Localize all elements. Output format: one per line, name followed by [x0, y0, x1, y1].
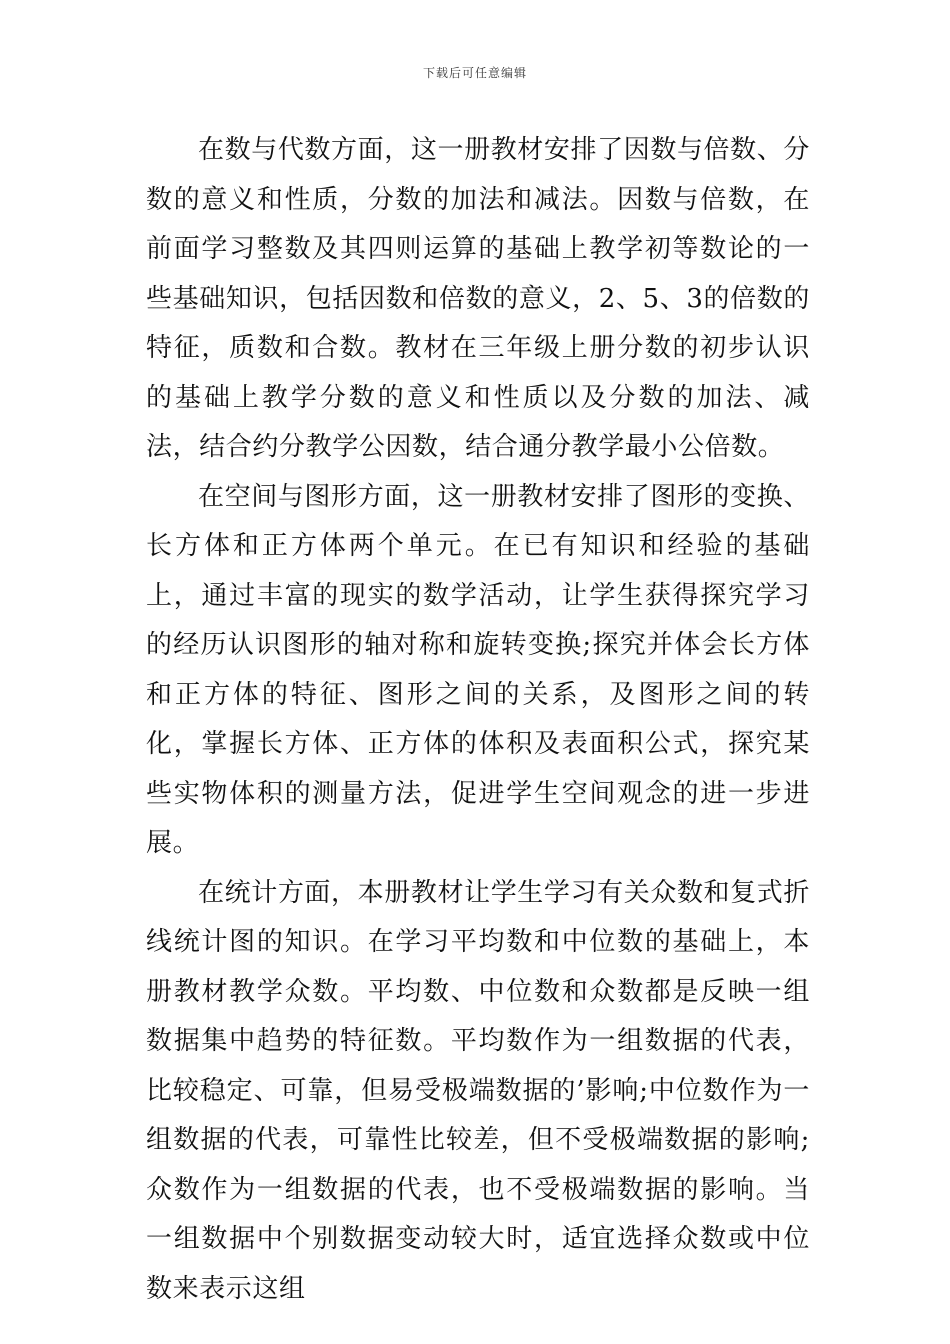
paragraph-geometry: 在空间与图形方面，这一册教材安排了图形的变换、长方体和正方体两个单元。在已有知识和经验的基础上，通过丰富的现实的数学活动，让学生获得探究学习的经历认识图形的轴对称和旋转变换;探究并体会长方体和正方体的特征、图形之间的关系，及图形之间的转化，掌握长方体、正方体的体积及表面积公式，探究某些实物体积的测量方法，促进学生空间观念的进一步进展。 — [146, 481, 810, 858]
paragraph-statistics: 在统计方面，本册教材让学生学习有关众数和复式折线统计图的知识。在学习平均数和中位数的基础上，本册教材教学众数。平均数、中位数和众数都是反映一组数据集中趋势的特征数。平均数作为一组数据的代表，比较稳定、可靠，但易受极端数据的’影响;中位数作为一组数据的代表，可靠性比较差，但不受极端数据的影响;众数作为一组数据的代表，也不受极端数据的影响。当一组数据中个别数据变动较大时，适宜选择众数或中位数来表示这组 — [146, 877, 810, 1304]
document-body — [146, 126, 810, 1314]
paragraph-algebra: 在数与代数方面，这一册教材安排了因数与倍数、分数的意义和性质，分数的加法和减法。因数与倍数，在前面学习整数及其四则运算的基础上教学初等数论的一些基础知识，包括因数和倍数的意义，2、5、3的倍数的特征，质数和合数。教材在三年级上册分数的初步认识的基础上教学分数的意义和性质以及分数的加法、减法，结合约分教学公因数，结合通分教学最小公倍数。 — [146, 135, 810, 462]
page-header-note: 下载后可任意编辑 — [422, 66, 527, 80]
